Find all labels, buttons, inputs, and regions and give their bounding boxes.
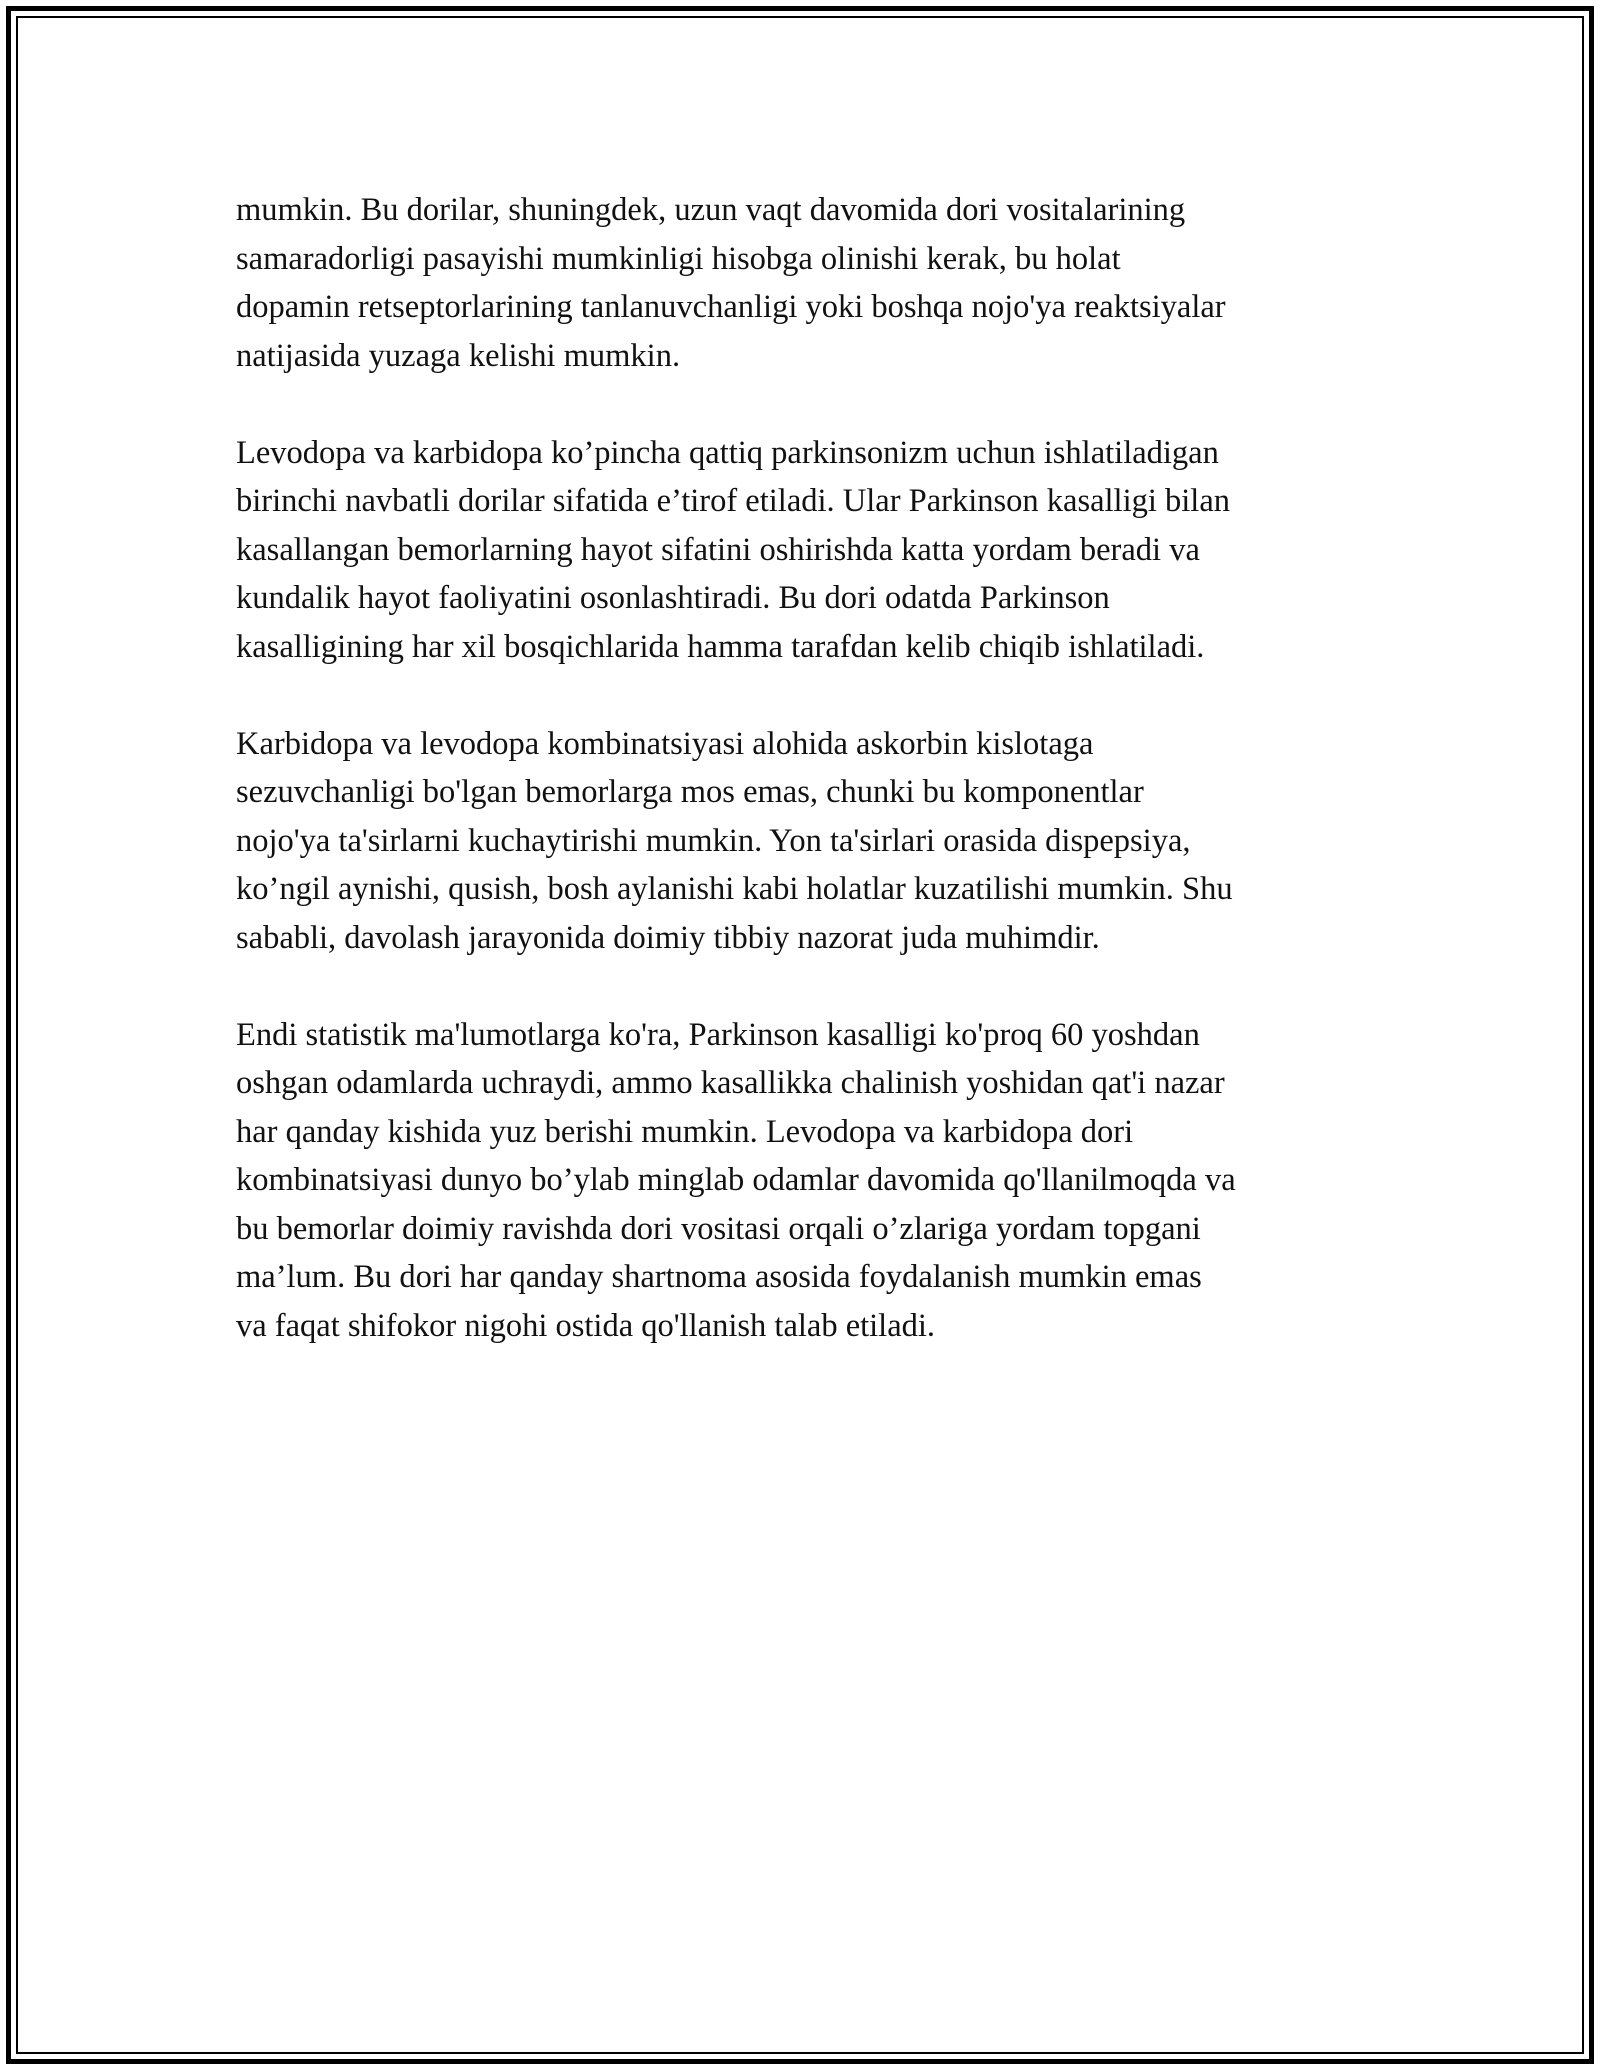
paragraph-2: Levodopa va karbidopa ko’pincha qattiq parkinsonizm uchun ishlatiladigan birinchi navbatli dorilar sifatida e’tirof etiladi. Ular Parkinson kasalligi bilan kasallangan bemorlarning hayot sifatini oshirishda katta yordam beradi va kundalik hayot faoliyatini osonlashtiradi. Bu dori odatda Parkinson kasalligining har xil bosqichlarida hamma tarafdan kelib chiqib ishlatiladi. xyxy=(236,434,1230,665)
paragraph-4: Endi statistik ma'lumotlarga ko'ra, Parkinson kasalligi ko'proq 60 yoshdan oshgan odamlarda uchraydi, ammo kasallikka chalinish yoshidan qat'i nazar har qanday kishida yuz berishi mumkin. Levodopa va karbidopa dori kombinatsiyasi dunyo bo’ylab minglab odamlar davomida qo'llanilmoqda va bu bemorlar doimiy ravishda dori vositasi orqali o’zlariga yordam topgani ma’lum. Bu dori har qanday shartnoma asosida foydalanish mumkin emas va faqat shifokor nigohi ostida qo'llanish talab etiladi. xyxy=(236,1016,1236,1344)
paragraph-1: mumkin. Bu dorilar, shuningdek, uzun vaqt davomida dori vositalarining samaradorligi pasayishi mumkinligi hisobga olinishi kerak, bu holat dopamin retseptorlarining tanlanuvchanligi yoki boshqa nojo'ya reaktsiyalar natijasida yuzaga kelishi mumkin. xyxy=(236,192,1226,374)
paragraph-3: Karbidopa va levodopa kombinatsiyasi alohida askorbin kislotaga sezuvchanligi bo'lgan bemorlarga mos emas, chunki bu komponentlar nojo'ya ta'sirlarni kuchaytirishi mumkin. Yon ta'sirlari orasida dispepsiya, ko’ngil aynishi, qusish, bosh aylanishi kabi holatlar kuzatilishi mumkin. Shu sababli, davolash jarayonida doimiy tibbiy nazorat juda muhimdir. xyxy=(236,725,1233,956)
document-body xyxy=(236,186,1376,1399)
